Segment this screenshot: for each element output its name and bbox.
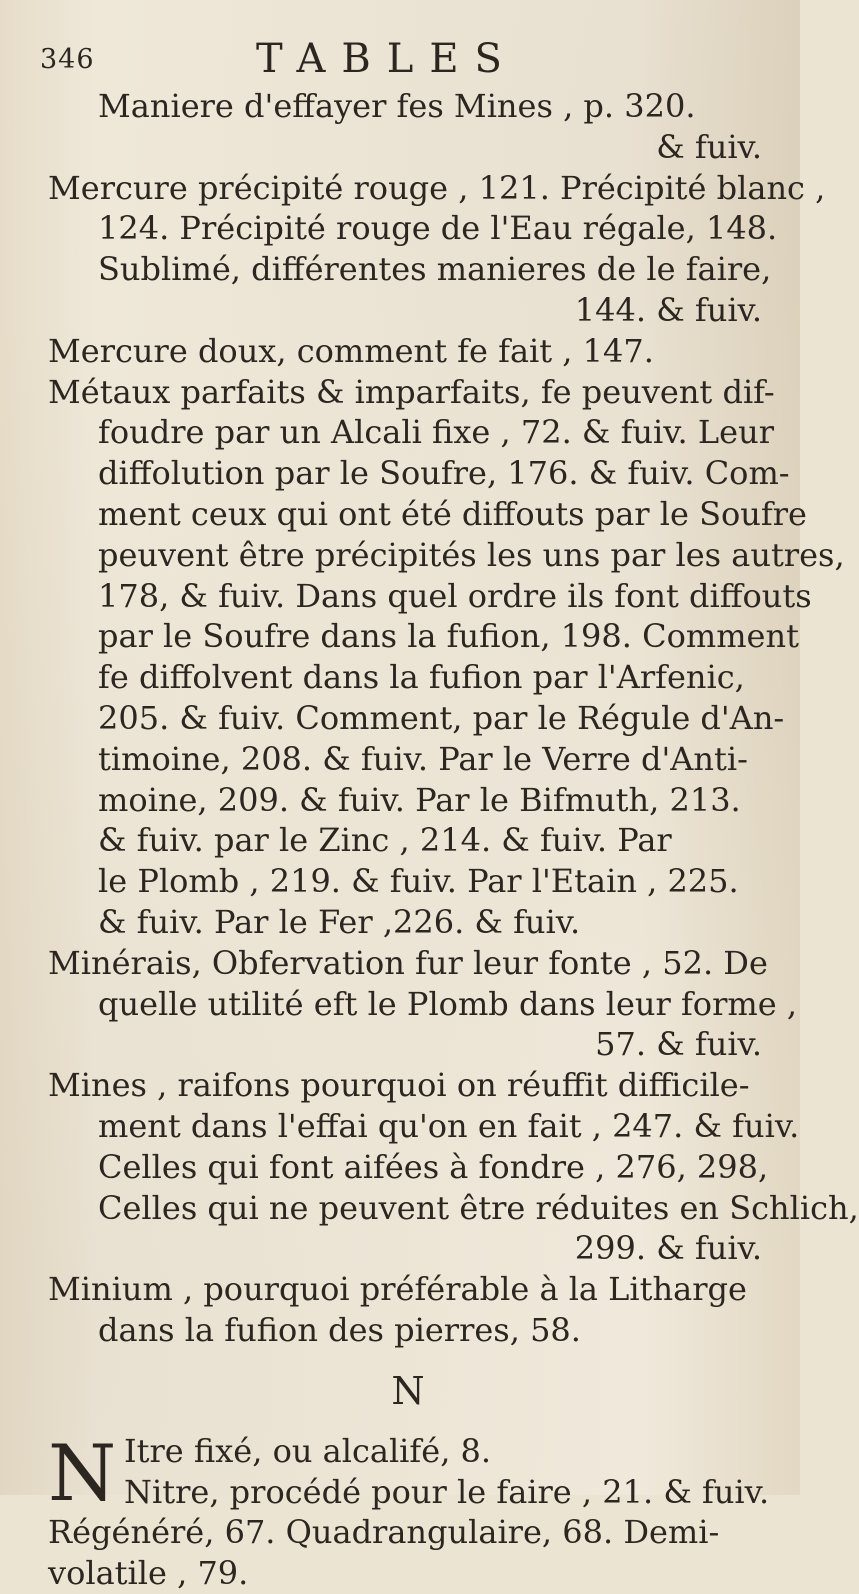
index-entry-nitre: Nitre, procédé pour le faire , 21. & fuiv. <box>124 1472 770 1511</box>
index-entry-mercure-doux: Mercure doux, comment fe fait , 147. <box>48 331 654 370</box>
index-entry-metaux: Métaux parfaits & imparfaits, fe peuvent dif- <box>48 372 775 411</box>
index-line: dans la fufion des pierres, 58. <box>98 1310 581 1349</box>
index-entry-minerais: Minérais, Obfervation fur leur fonte , 52. De <box>48 943 768 982</box>
index-line: 124. Précipité rouge de l'Eau régale, 148. <box>98 209 778 248</box>
index-line: par le Soufre dans la fufion, 198. Comment <box>98 617 799 656</box>
index-line: Celles qui font aifées à fondre , 276, 298, <box>98 1147 769 1186</box>
index-line: ment ceux qui ont été diffouts par le Soufre <box>98 494 807 533</box>
drop-cap: N <box>48 1428 117 1519</box>
index-line: moine, 209. & fuiv. Par le Bifmuth, 213. <box>98 780 741 819</box>
index-line: le Plomb , 219. & fuiv. Par l'Etain , 225. <box>98 862 739 901</box>
index-line: volatile , 79. <box>48 1554 249 1593</box>
index-entry-nitre-fixe: Itre fixé, ou alcalifé, 8. <box>124 1431 492 1470</box>
index-line: quelle utilité eft le Plomb dans leur forme , <box>98 984 797 1023</box>
running-head: TABLES <box>256 36 518 82</box>
index-line: & fuiv. par le Zinc , 214. & fuiv. Par <box>98 821 672 860</box>
index-line: timoine, 208. & fuiv. Par le Verre d'Anti- <box>98 739 748 778</box>
index-line: 205. & fuiv. Comment, par le Régule d'An- <box>98 698 785 737</box>
index-entry-mercure-precipite: Mercure précipité rouge , 121. Précipité blanc , <box>48 168 826 207</box>
index-line: Régénéré, 67. Quadrangulaire, 68. Demi- <box>48 1513 720 1552</box>
index-entry-minium: Minium , pourquoi préférable à la Litharge <box>48 1270 747 1309</box>
page-header <box>0 36 800 86</box>
index-line: peuvent être précipités les uns par les autres, <box>98 535 845 574</box>
index-line: fe diffolvent dans la fufion par l'Arfenic, <box>98 658 745 697</box>
index-line: Celles qui ne peuvent être réduites en Schlich, <box>98 1188 859 1227</box>
index-line: & fuiv. <box>656 127 762 166</box>
n-section <box>48 1428 770 1594</box>
page-number: 346 <box>40 44 95 75</box>
index-line: foudre par un Alcali fixe , 72. & fuiv. Leur <box>98 413 774 452</box>
index-line: 178, & fuiv. Dans quel ordre ils font diffouts <box>98 576 812 615</box>
index-line: diffolution par le Soufre, 176. & fuiv. Com- <box>98 454 790 493</box>
index-line: ment dans l'effai qu'on en fait , 247. & fuiv. <box>98 1106 800 1145</box>
index-line: & fuiv. Par le Fer ,226. & fuiv. <box>98 902 581 941</box>
index-line: Sublimé, différentes manieres de le faire, <box>98 250 772 289</box>
index-line: 144. & fuiv. <box>574 290 762 329</box>
index-text <box>48 86 859 1594</box>
index-line: Maniere d'effayer fes Mines , p. 320. <box>98 87 696 125</box>
section-letter: N <box>391 1368 425 1413</box>
index-line: 57. & fuiv. <box>595 1025 762 1064</box>
index-entry-mines: Mines , raifons pourquoi on réuffit difficile- <box>48 1066 750 1105</box>
index-line: 299. & fuiv. <box>574 1229 762 1268</box>
